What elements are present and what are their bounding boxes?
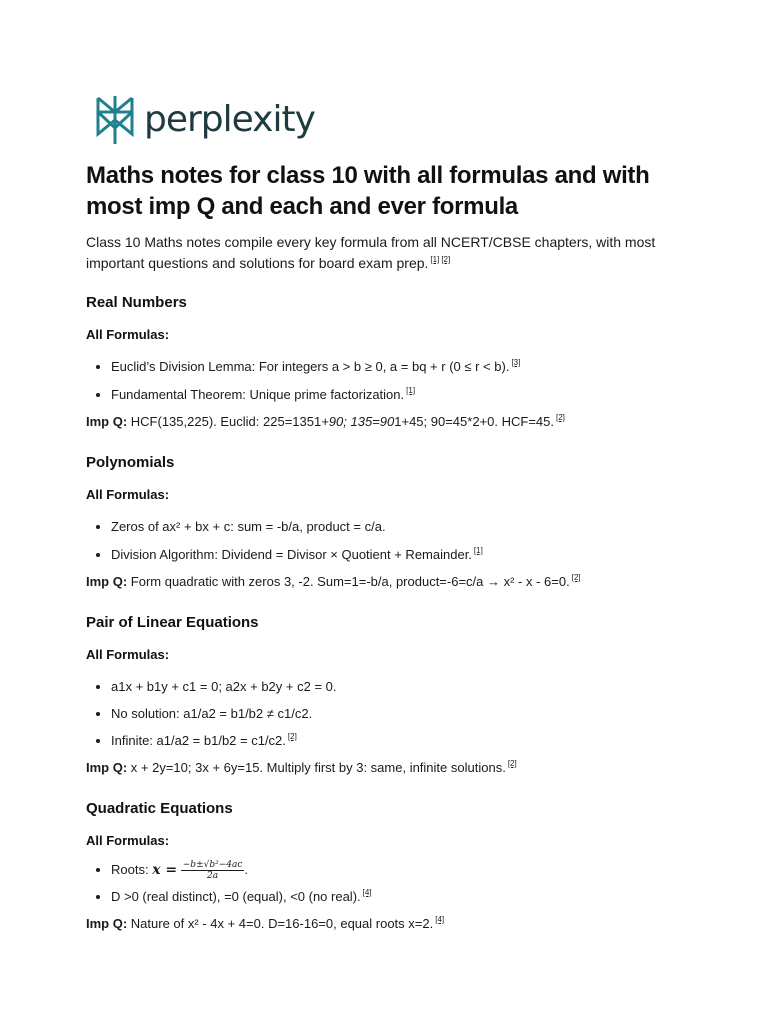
impq-label: Imp Q: (86, 414, 128, 429)
impq-text: 1+45; 90=45*2+0. HCF=45. (394, 414, 554, 429)
formulas-label: All Formulas: (86, 327, 170, 342)
formula-text: No solution: a1/a2 = b1/b2 ≠ c1/c2. (111, 706, 313, 721)
formula-list (86, 678, 686, 750)
citation-link[interactable]: [1] (473, 546, 483, 555)
section-polynomials (86, 453, 686, 591)
formula-text: Fundamental Theorem: Unique prime factorization. (111, 387, 405, 402)
formula-text: D >0 (real distinct), =0 (equal), <0 (no real). (111, 889, 361, 904)
important-question (86, 759, 686, 777)
impq-text-italic: +90; 135=90 (321, 414, 395, 429)
impq-label: Imp Q: (86, 574, 128, 589)
citation-link[interactable]: [2] (555, 413, 565, 422)
intro-paragraph (86, 232, 686, 274)
section-quadratic-equations (86, 799, 686, 933)
math-variable: x = (152, 861, 178, 878)
perplexity-logo (94, 94, 315, 146)
list-item (111, 386, 686, 404)
impq-text: Nature of x² - 4x + 4=0. D=16-16=0, equal roots x=2. (127, 916, 434, 931)
section-heading: Real Numbers (86, 294, 187, 311)
formulas-label: All Formulas: (86, 647, 170, 662)
citation-link[interactable]: [4] (362, 888, 372, 897)
impq-text: Form quadratic with zeros 3, -2. Sum=1=-b/a, product=-6=c/a → x² - x - 6=0. (127, 574, 570, 589)
formula-text: a1x + b1y + c1 = 0; a2x + b2y + c2 = 0. (111, 679, 337, 694)
citation-link[interactable]: [2] (571, 573, 581, 582)
citation-link[interactable]: [2] (441, 255, 451, 264)
impq-label: Imp Q: (86, 916, 128, 931)
section-heading: Quadratic Equations (86, 800, 233, 817)
citation-link[interactable]: [1] (406, 386, 416, 395)
list-item (111, 518, 686, 536)
impq-text: x + 2y=10; 3x + 6y=15. Multiply first by 3: same, infinite solutions. (127, 760, 506, 775)
formulas-label: All Formulas: (86, 833, 170, 848)
brand-wordmark: perplexity (144, 99, 315, 140)
formula-list (86, 358, 686, 404)
list-item: • Roots: x = $\frac{\text{−b±√b²−4ac}}{2a}$ . (111, 860, 686, 881)
citation-link[interactable]: [2] (287, 732, 297, 741)
list-item (111, 358, 686, 376)
formula-text: Division Algorithm: Dividend = Divisor × Quotient + Remainder. (111, 547, 472, 562)
citation-link[interactable]: [3] (511, 358, 521, 367)
list-item (111, 732, 686, 750)
formula-text: Zeros of ax² + bx + c: sum = -b/a, product = c/a. (111, 519, 386, 534)
formulas-label: All Formulas: (86, 487, 170, 502)
citation-link[interactable]: [1] (430, 255, 440, 264)
list-item (111, 678, 686, 696)
important-question (86, 915, 686, 933)
perplexity-logo-icon (94, 94, 136, 146)
section-heading: Polynomials (86, 454, 175, 471)
intro-text: Class 10 Maths notes compile every key formula from all NCERT/CBSE chapters, with most important questions and solutions for board exam prep. (86, 234, 656, 271)
citation-link[interactable]: [2] (507, 759, 517, 768)
citation-link[interactable]: [4] (435, 915, 445, 924)
quadratic-formula-fraction (181, 860, 245, 881)
formula-list (86, 518, 686, 564)
section-linear-equations (86, 613, 686, 777)
page-title: Maths notes for class 10 with all formulas and with most imp Q and each and ever formula (86, 162, 650, 220)
formula-text: Euclid’s Division Lemma: For integers a > b ≥ 0, a = bq + r (0 ≤ r < b). (111, 359, 510, 374)
important-question (86, 413, 686, 431)
list-item (111, 888, 686, 906)
impq-label: Imp Q: (86, 760, 128, 775)
section-heading: Pair of Linear Equations (86, 614, 259, 631)
formula-text: Infinite: a1/a2 = b1/b2 = c1/c2. (111, 733, 286, 748)
section-real-numbers (86, 293, 686, 431)
fraction-denominator: 2a (207, 871, 219, 881)
formula-text: Roots: (111, 861, 153, 877)
notes-content (86, 293, 686, 933)
list-item (111, 705, 686, 723)
important-question (86, 573, 686, 591)
formula-list (86, 860, 686, 906)
impq-text: HCF(135,225). Euclid: 225=1351 (127, 414, 322, 429)
list-item (111, 546, 686, 564)
fraction-numerator: −b±√b²−4ac (182, 860, 243, 870)
